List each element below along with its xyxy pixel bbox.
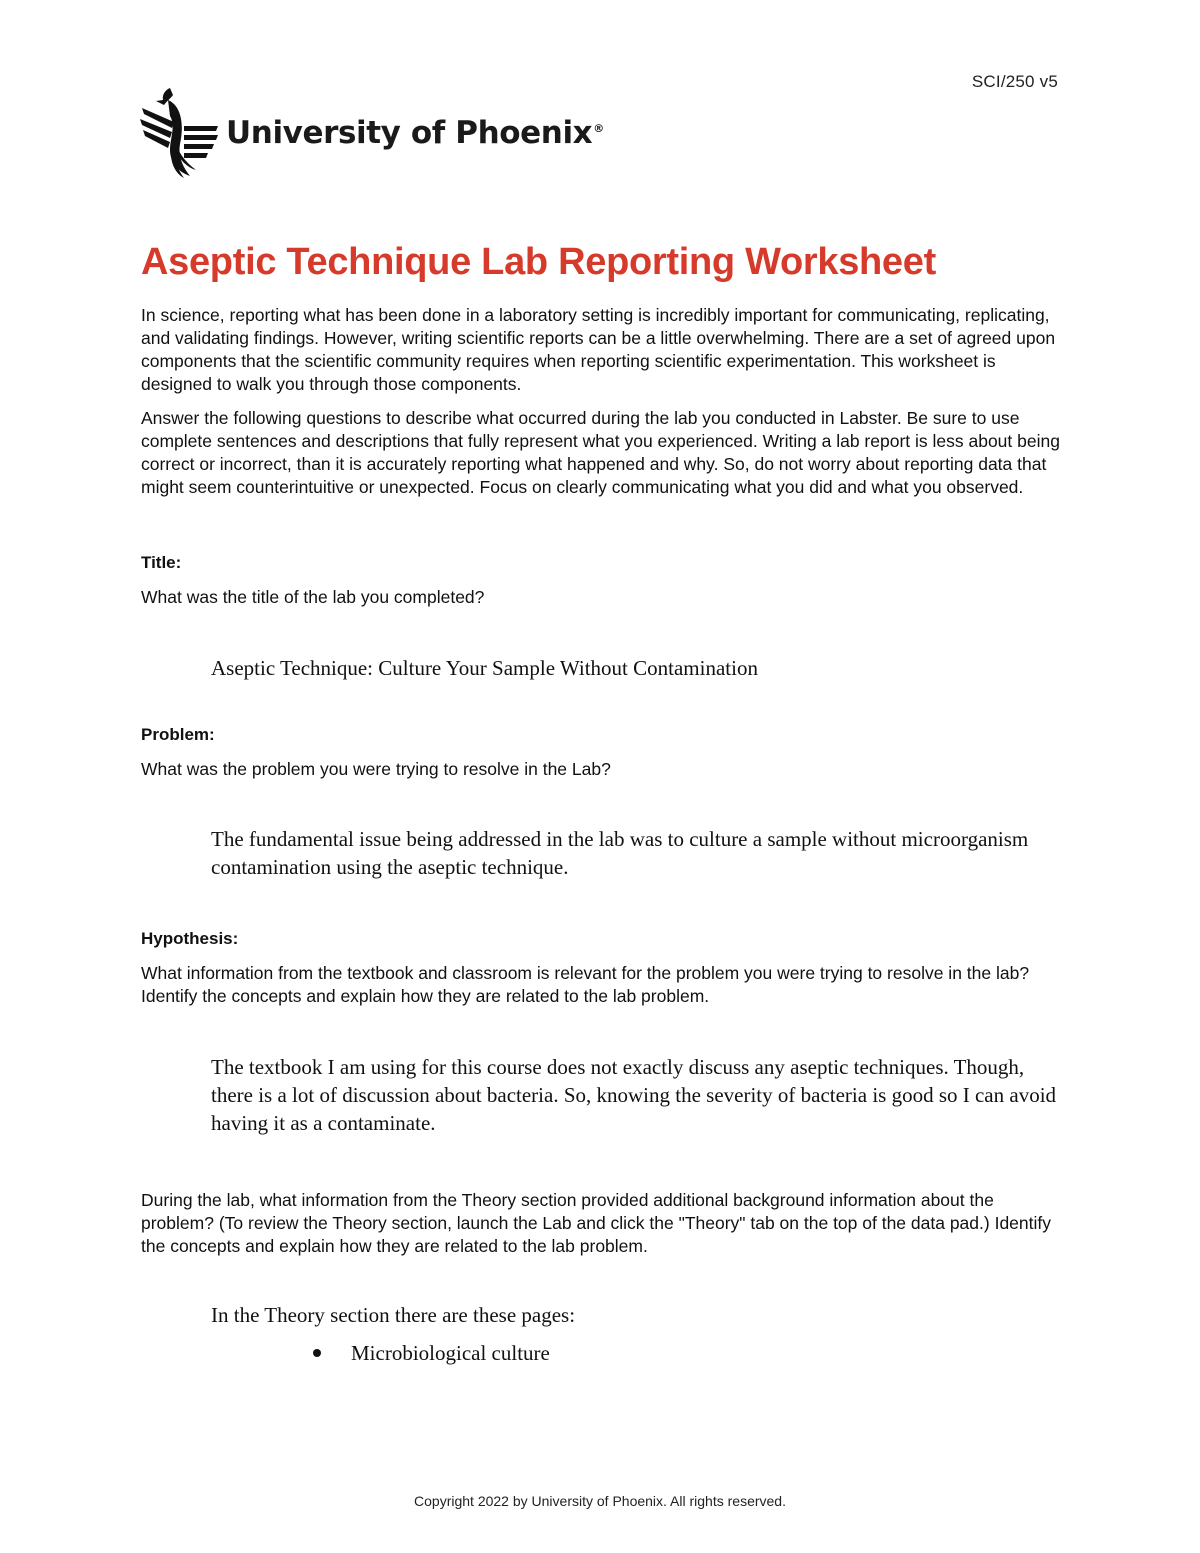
title-section-label: Title: — [141, 553, 182, 572]
theory-pages-list — [141, 1339, 1061, 1367]
problem-answer: The fundamental issue being addressed in the lab was to culture a sample without microorganism contamination using the aseptic technique. — [211, 827, 1029, 879]
intro-paragraph: In science, reporting what has been done in a laboratory setting is incredibly important for communicating, replicating, and validating findings. However, writing scientific reports can be a little overwhelming. There are a set of agreed upon components that the scientific community requires when reporting scientific experimentation. This worksheet is designed to walk you through those components. — [141, 305, 1056, 394]
footer-copyright: Copyright 2022 by University of Phoenix. All rights reserved. — [414, 1493, 786, 1509]
logo-text — [226, 115, 604, 151]
problem-section-label: Problem: — [141, 725, 215, 744]
logo-name: University of Phoenix — [226, 115, 593, 151]
phoenix-bird-icon — [140, 86, 220, 178]
title-question: What was the title of the lab you completed? — [141, 587, 485, 607]
theory-answer: In the Theory section there are these pages: — [211, 1303, 576, 1327]
theory-question: During the lab, what information from the Theory section provided additional background information about the problem? (To review the Theory section, launch the Lab and click the "Theory" tab on the top of the data pad.) Identify the concepts and explain how they are related to the lab problem. — [141, 1190, 1051, 1256]
list-item-label: Microbiological culture — [351, 1341, 550, 1365]
registered-mark: ® — [593, 121, 604, 135]
hypothesis-answer: The textbook I am using for this course does not exactly discuss any aseptic techniques. Though, there is a lot of discussion about bacteria. So, knowing the severity of bacteria is good so I can avoid having it as a contaminate. — [211, 1055, 1057, 1135]
problem-question: What was the problem you were trying to resolve in the Lab? — [141, 759, 611, 779]
document-body — [141, 236, 1061, 1367]
instructions-paragraph: Answer the following questions to describe what occurred during the lab you conducted in Labster. Be sure to use complete sentences and descriptions that fully represent what you experienced. Writing a lab report is less about being correct or incorrect, than it is accurately reporting what happened and why. So, do not worry about reporting data that might seem counterintuitive or unexpected. Focus on clearly communicating what you did and what you observed. — [141, 408, 1060, 497]
logo — [140, 86, 604, 178]
bullet-icon — [313, 1349, 321, 1357]
title-answer: Aseptic Technique: Culture Your Sample Without Contamination — [211, 656, 758, 680]
hypothesis-section-label: Hypothesis: — [141, 929, 239, 948]
page-title: Aseptic Technique Lab Reporting Worksheet — [141, 241, 936, 283]
page-code: SCI/250 v5 — [971, 72, 1058, 91]
hypothesis-question: What information from the textbook and classroom is relevant for the problem you were trying to resolve in the lab? Identify the concepts and explain how they are related to the lab problem. — [141, 963, 1030, 1006]
list-item — [311, 1339, 1061, 1367]
